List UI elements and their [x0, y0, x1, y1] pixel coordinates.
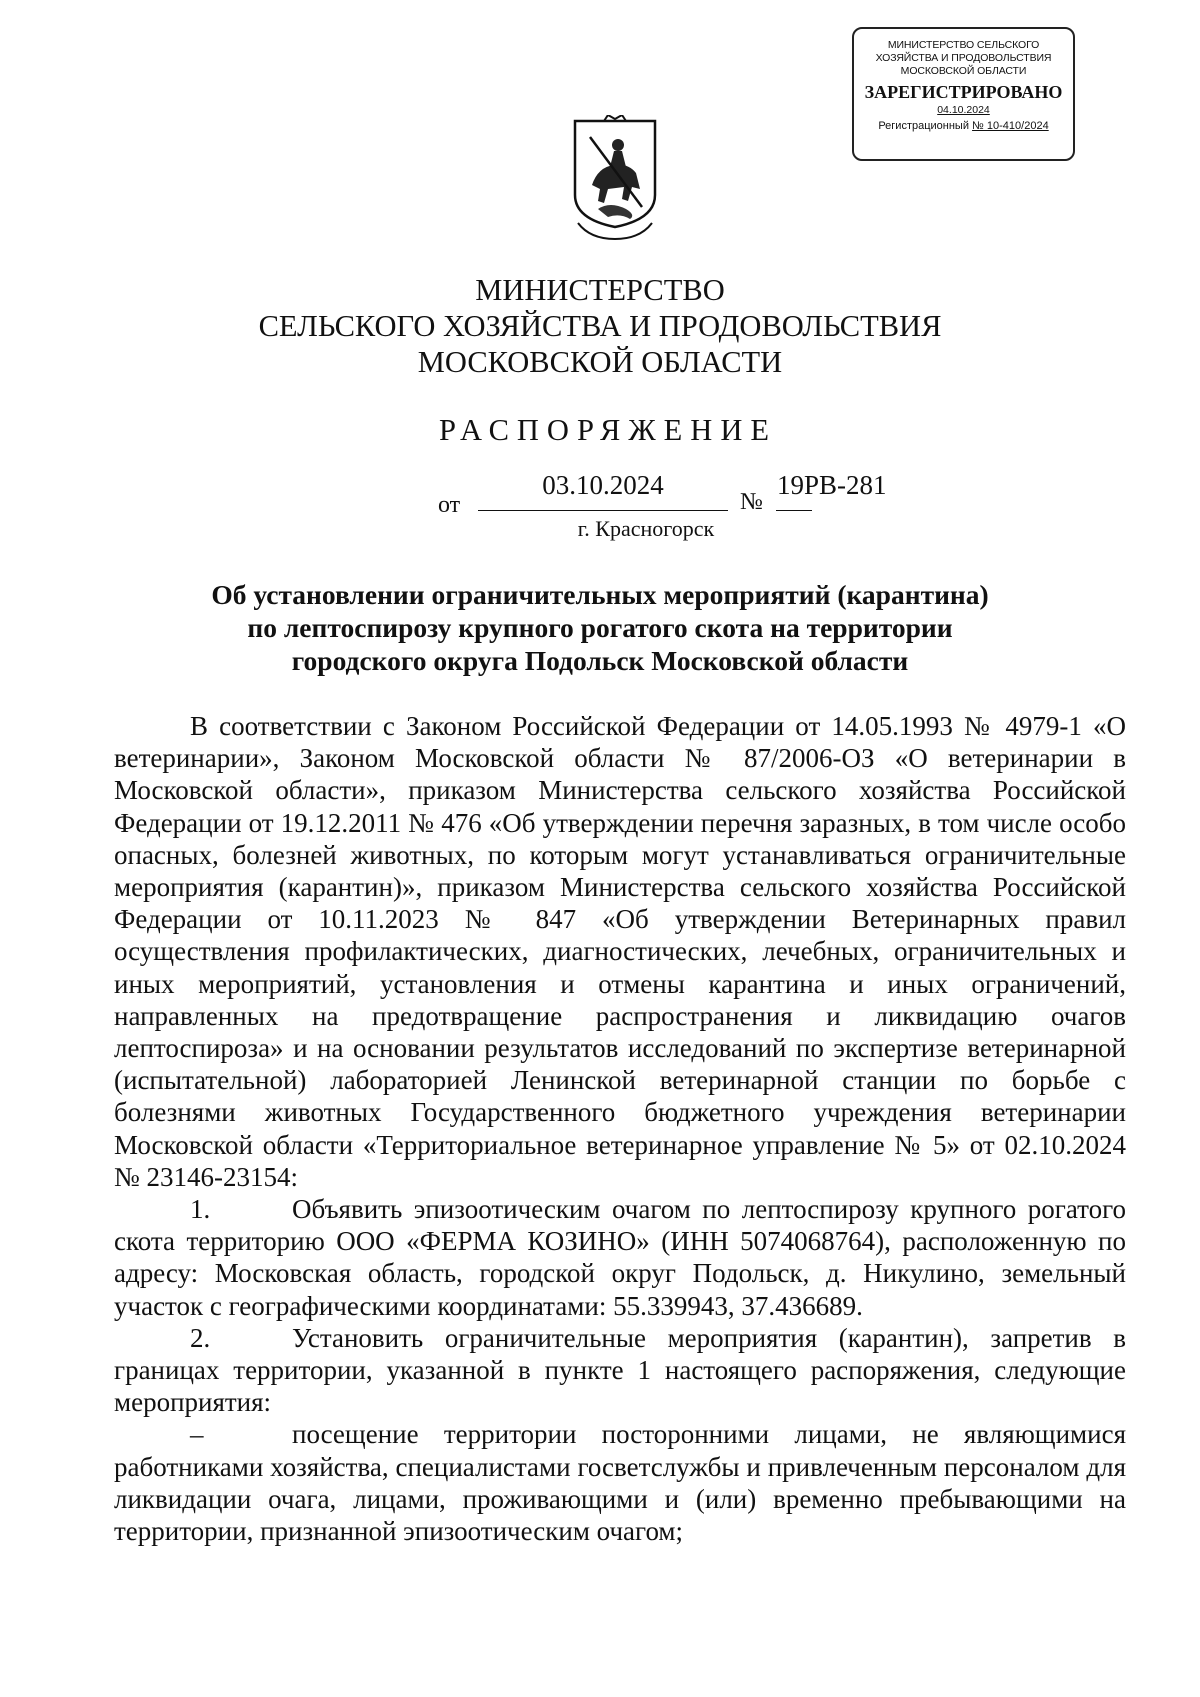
- item-2-text: Установить ограничительные мероприятия (карантин), запретив в границах территории, указанной в пункте 1 настоящего распоряжения, следующие мероприятия:: [114, 1322, 1126, 1418]
- document-title: [160, 578, 1040, 677]
- date-underline: [478, 510, 728, 511]
- preamble-paragraph: В соответствии с Законом Российской Федерации от 14.05.1993 № 4979-1 «О ветеринарии», Законом Московской области № 87/2006-ОЗ «О ветеринарии в Московской области», приказом Министерства сельского хозяйства Российской Федерации от 19.12.2011 № 476 «Об утверждении перечня заразных, в том числе особо опасных, болезней животных, по которым могут устанавливаться ограничительные мероприятия (карантин)», приказом Министерства сельского хозяйства Российской Федерации от 10.11.2023 № 847 «Об утверждении Ветеринарных правил осуществления профилактических, диагностических, лечебных, ограничительных и иных мероприятий, установления и отмены карантина и иных ограничений, направленных на предотвращение распространения и ликвидацию очагов лептоспироза» и на основании результатов исследований по экспертизе ветеринарной (испытательной) лабораторией Ленинской ветеринарной станции по борьбе с болезнями животных Государственного бюджетного учреждения ветеринарии Московской области «Территориальное ветеринарное управление № 5» от 02.10.2024 № 23146-23154:: [114, 711, 1126, 1192]
- title-line3: городского округа Подольск Московской области: [291, 645, 909, 676]
- list-item-1: [114, 1193, 1126, 1322]
- registration-stamp: [852, 27, 1075, 161]
- document-type: РАСПОРЯЖЕНИЕ: [439, 413, 777, 447]
- number-label: №: [740, 489, 763, 515]
- subitem-dash: –: [190, 1419, 204, 1450]
- coat-of-arms-icon: [570, 115, 660, 245]
- document-date: 03.10.2024: [542, 470, 664, 500]
- number-underline: [776, 510, 812, 511]
- city: г. Красногорск: [577, 516, 715, 541]
- document-number: 19РВ-281: [777, 470, 887, 500]
- ministry-name: [0, 272, 1200, 380]
- title-line2: по лептоспирозу крупного рогатого скота на территории: [247, 612, 953, 643]
- list-subitem-1: [114, 1418, 1126, 1547]
- stamp-status: ЗАРЕГИСТРИРОВАНО: [864, 82, 1063, 102]
- stamp-org-line1: МИНИСТЕРСТВО СЕЛЬСКОГО: [887, 39, 1040, 51]
- stamp-reg-label: Регистрационный: [878, 120, 969, 132]
- stamp-organization: [854, 39, 1073, 78]
- ministry-line3: МОСКОВСКОЙ ОБЛАСТИ: [417, 345, 783, 379]
- document-body: [114, 710, 1126, 1547]
- stamp-org-line3: МОСКОВСКОЙ ОБЛАСТИ: [900, 65, 1027, 77]
- stamp-date: 04.10.2024: [937, 104, 990, 116]
- stamp-org-line2: ХОЗЯЙСТВА И ПРОДОВОЛЬСТВИЯ: [875, 52, 1052, 64]
- item-2-number: 2.: [190, 1322, 211, 1353]
- item-1-number: 1.: [190, 1194, 211, 1225]
- ministry-line2: СЕЛЬСКОГО ХОЗЯЙСТВА И ПРОДОВОЛЬСТВИЯ: [258, 309, 942, 343]
- date-label: от: [438, 492, 461, 518]
- stamp-reg-number: № 10-410/2024: [972, 120, 1049, 132]
- title-line1: Об установлении ограничительных мероприятий (карантина): [211, 579, 989, 610]
- stamp-registration: [854, 118, 1073, 134]
- list-item-2: [114, 1322, 1126, 1419]
- subitem-1-text: посещение территории посторонними лицами, не являющимися работниками хозяйства, специалистами госветслужбы и привлеченным персоналом для ликвидации очага, лицами, проживающими и (или) временно пребывающими на территории, признанной эпизоотическим очагом;: [114, 1419, 1126, 1547]
- item-1-text: Объявить эпизоотическим очагом по лептоспирозу крупного рогатого скота территорию ООО «ФЕРМА КОЗИНО» (ИНН 5074068764), расположенную по адресу: Московская область, городской округ Подольск, д. Никулино, земельный участок с географическими координатами: 55.339943, 37.436689.: [114, 1194, 1126, 1321]
- ministry-line1: МИНИСТЕРСТВО: [475, 273, 725, 307]
